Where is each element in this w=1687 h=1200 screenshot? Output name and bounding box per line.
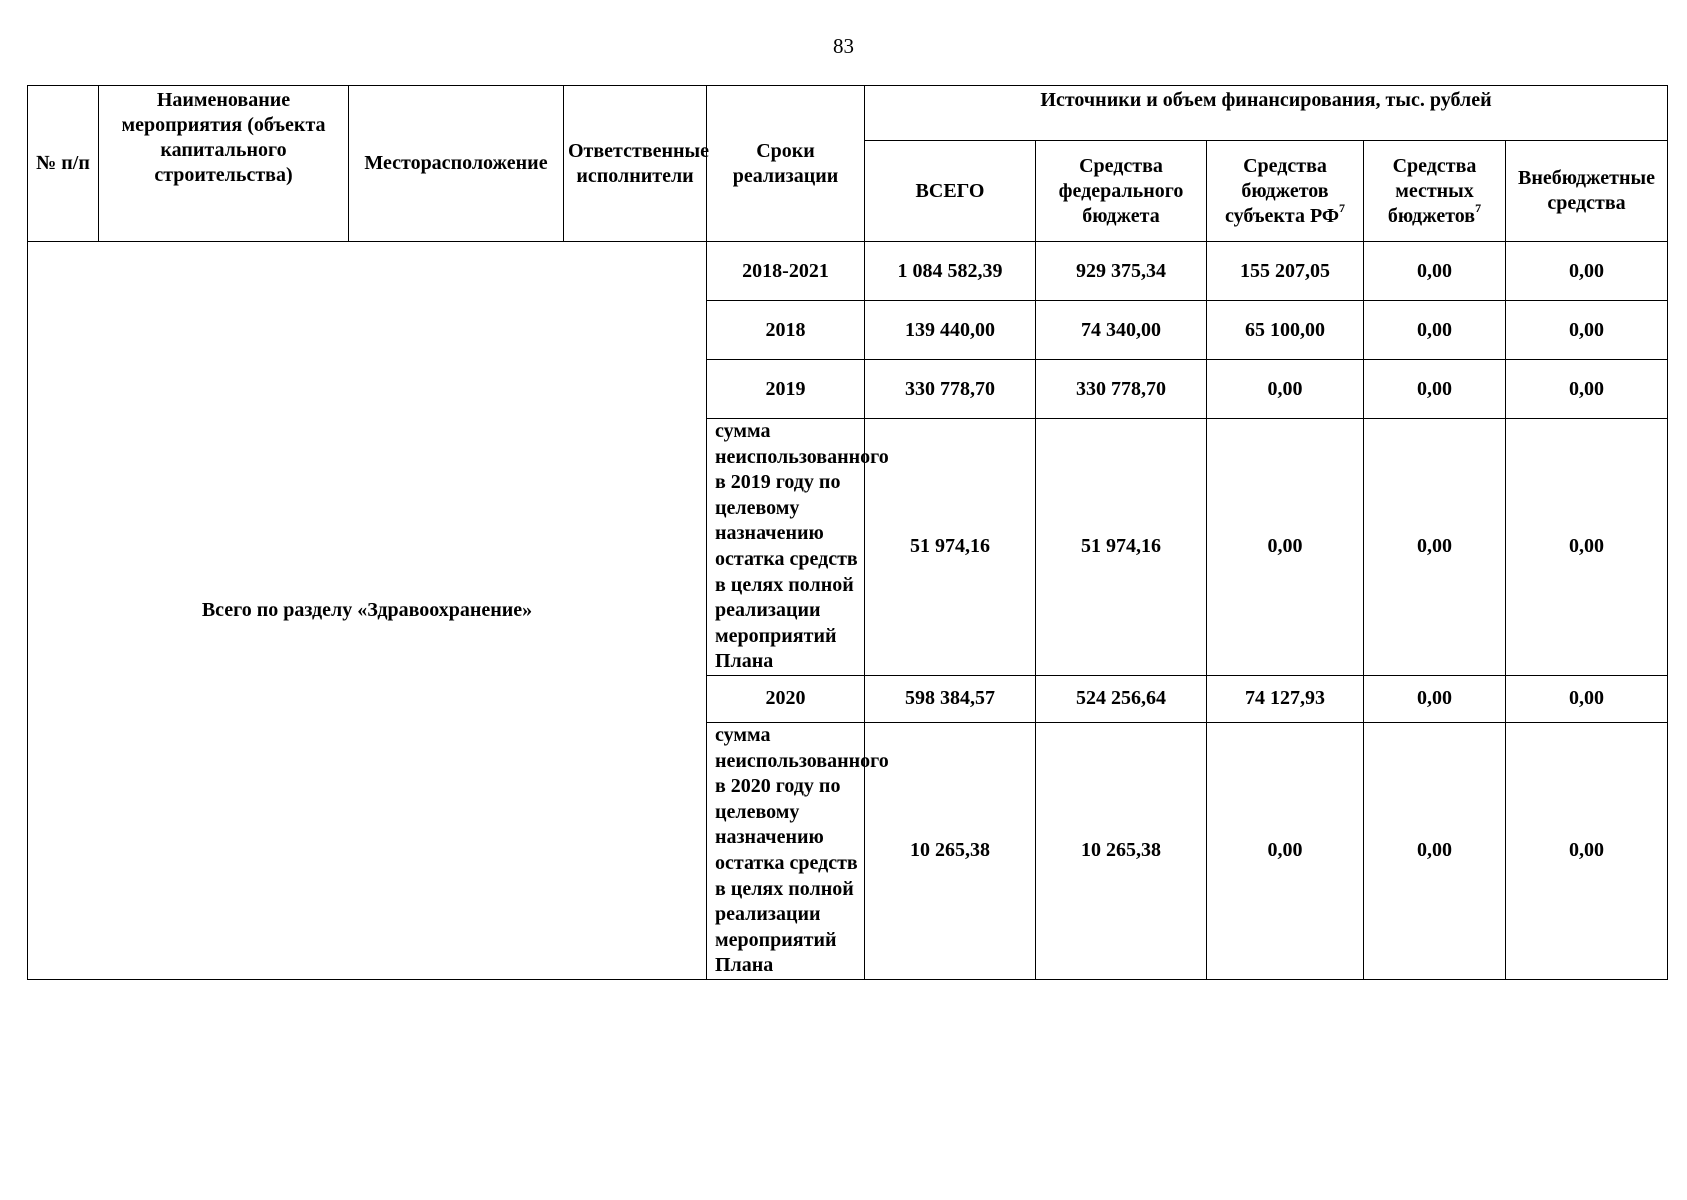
cell-extra: 0,00 <box>1506 675 1668 722</box>
cell-term: 2019 <box>707 360 865 419</box>
cell-subject: 74 127,93 <box>1207 675 1364 722</box>
cell-term: 2018 <box>707 301 865 360</box>
header-financing: Источники и объем финансирования, тыс. рублей <box>865 86 1668 141</box>
header-federal: Средства федерального бюджета <box>1036 141 1207 242</box>
cell-extra: 0,00 <box>1506 722 1668 979</box>
header-terms: Сроки реализации <box>707 86 865 242</box>
cell-local: 0,00 <box>1364 419 1506 676</box>
table-row <box>28 242 1668 301</box>
cell-total: 51 974,16 <box>865 419 1036 676</box>
cell-federal: 51 974,16 <box>1036 419 1207 676</box>
header-local <box>1364 141 1506 242</box>
cell-local: 0,00 <box>1364 242 1506 301</box>
header-subject-footnote: 7 <box>1339 200 1346 215</box>
cell-federal: 929 375,34 <box>1036 242 1207 301</box>
header-responsible: Ответственные исполнители <box>564 86 707 242</box>
cell-total: 330 778,70 <box>865 360 1036 419</box>
cell-total: 1 084 582,39 <box>865 242 1036 301</box>
header-local-label: Средства местных бюджетов <box>1387 154 1477 227</box>
cell-federal: 74 340,00 <box>1036 301 1207 360</box>
page-number: 83 <box>833 34 854 58</box>
cell-federal: 10 265,38 <box>1036 722 1207 979</box>
header-local-footnote: 7 <box>1475 200 1482 215</box>
cell-extra: 0,00 <box>1506 242 1668 301</box>
cell-extra: 0,00 <box>1506 360 1668 419</box>
cell-subject: 65 100,00 <box>1207 301 1364 360</box>
cell-total: 10 265,38 <box>865 722 1036 979</box>
cell-term: 2020 <box>707 675 865 722</box>
cell-term: 2018-2021 <box>707 242 865 301</box>
cell-local: 0,00 <box>1364 301 1506 360</box>
cell-extra: 0,00 <box>1506 419 1668 676</box>
header-num: № п/п <box>28 86 99 242</box>
cell-federal: 330 778,70 <box>1036 360 1207 419</box>
header-location: Месторасположение <box>349 86 564 242</box>
cell-term-note: сумма неиспользованного в 2020 году по целевому назначению остатка средств в целях полной реализации мероприятий Плана <box>707 722 865 979</box>
header-total: ВСЕГО <box>865 141 1036 242</box>
cell-federal: 524 256,64 <box>1036 675 1207 722</box>
financing-table <box>27 85 1668 980</box>
header-name: Наименование мероприятия (объекта капитального строительства) <box>99 86 349 242</box>
cell-local: 0,00 <box>1364 360 1506 419</box>
header-subject <box>1207 141 1364 242</box>
cell-total: 598 384,57 <box>865 675 1036 722</box>
cell-term-note: сумма неиспользованного в 2019 году по целевому назначению остатка средств в целях полной реализации мероприятий Плана <box>707 419 865 676</box>
cell-subject: 0,00 <box>1207 419 1364 676</box>
cell-local: 0,00 <box>1364 675 1506 722</box>
cell-local: 0,00 <box>1364 722 1506 979</box>
cell-extra: 0,00 <box>1506 301 1668 360</box>
cell-subject: 155 207,05 <box>1207 242 1364 301</box>
header-subject-label: Средства бюджетов субъекта РФ <box>1224 154 1340 227</box>
cell-total: 139 440,00 <box>865 301 1036 360</box>
section-total-label: Всего по разделу «Здравоохранение» <box>28 242 707 980</box>
cell-subject: 0,00 <box>1207 360 1364 419</box>
cell-subject: 0,00 <box>1207 722 1364 979</box>
header-extra: Внебюджетные средства <box>1506 141 1668 242</box>
